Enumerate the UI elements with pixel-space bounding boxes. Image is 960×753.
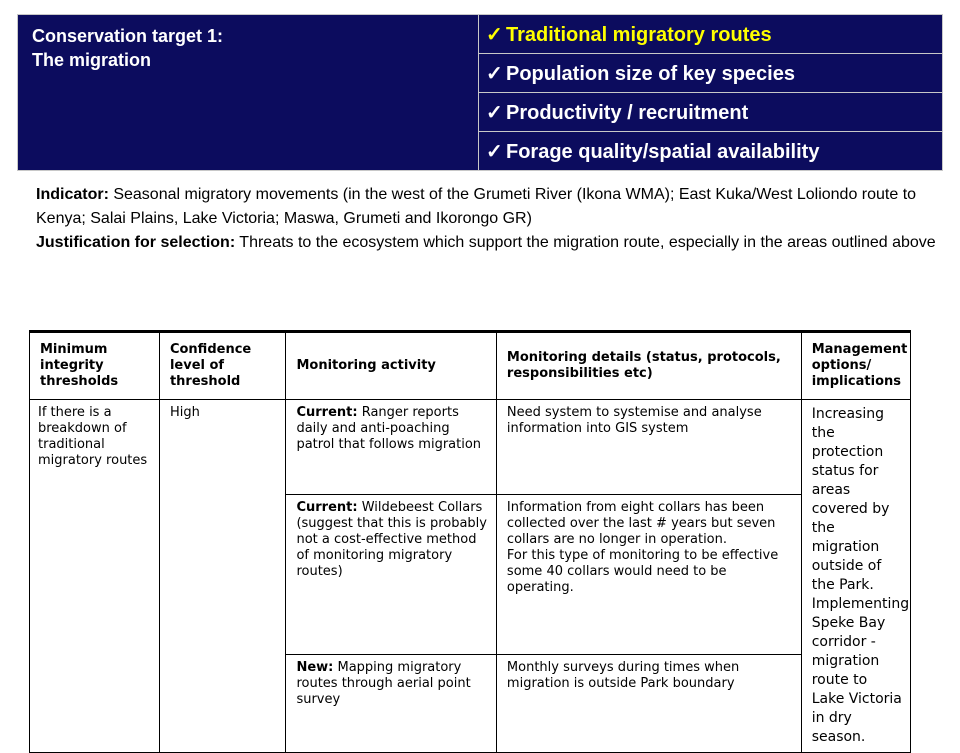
table-row bbox=[30, 400, 911, 495]
details-cell: Information from eight collars has been collected over the last # years but seven collars are no longer in operation. For this type of monitoring to be effective some 40 collars would need to be operating. bbox=[496, 495, 801, 655]
table-header-row bbox=[30, 332, 911, 400]
monitoring-table bbox=[29, 330, 911, 753]
criterion-label: Productivity / recruitment bbox=[506, 101, 749, 124]
details-cell: Monthly surveys during times when migration is outside Park boundary bbox=[496, 655, 801, 753]
header-details: Monitoring details (status, protocols, responsibilities etc) bbox=[496, 332, 801, 400]
justification-text: Threats to the ecosystem which support the migration route, especially in the areas outlined above bbox=[235, 234, 936, 251]
criterion-label: Traditional migratory routes bbox=[506, 23, 772, 46]
justification-paragraph bbox=[36, 231, 936, 255]
check-icon: ✓ bbox=[486, 101, 503, 124]
check-icon: ✓ bbox=[486, 140, 503, 163]
activity-label: New: bbox=[296, 660, 334, 676]
header-activity: Monitoring activity bbox=[286, 332, 496, 400]
conservation-target-cell bbox=[18, 15, 479, 171]
confidence-cell: High bbox=[159, 400, 286, 753]
criterion-forage-quality bbox=[479, 132, 943, 171]
activity-cell bbox=[286, 495, 496, 655]
header-management: Management options/ implications bbox=[801, 332, 910, 400]
conservation-target-table bbox=[17, 14, 943, 171]
indicator-text: Seasonal migratory movements (in the west of the Grumeti River (Ikona WMA); East Kuka/West Loliondo route to Kenya; Salai Plains, Lake Victoria; Maswa, Grumeti and Ikorongo GR) bbox=[36, 186, 917, 227]
threshold-cell: If there is a breakdown of traditional migratory routes bbox=[30, 400, 160, 753]
justification-label: Justification for selection: bbox=[36, 234, 236, 251]
indicator-paragraph bbox=[36, 183, 936, 231]
criterion-population-size bbox=[479, 54, 943, 93]
activity-label: Current: bbox=[296, 405, 358, 420]
details-cell: Need system to systemise and analyse information into GIS system bbox=[496, 400, 801, 495]
indicator-label: Indicator: bbox=[36, 186, 109, 203]
management-cell: Increasing the protection status for areas covered by the migration outside of the Park. Implementing Speke Bay corridor - migration route to Lake Victoria in dry season. bbox=[801, 400, 910, 753]
check-icon: ✓ bbox=[486, 23, 503, 46]
check-icon: ✓ bbox=[486, 62, 503, 85]
criterion-productivity bbox=[479, 93, 943, 132]
activity-cell bbox=[286, 655, 496, 753]
target-title-line2: The migration bbox=[32, 50, 152, 70]
criterion-traditional-routes bbox=[479, 15, 943, 54]
activity-cell bbox=[286, 400, 496, 495]
criterion-label: Forage quality/spatial availability bbox=[506, 140, 820, 163]
criterion-label: Population size of key species bbox=[506, 62, 795, 85]
activity-text: Ranger reports daily and anti-poaching patrol that follows migration bbox=[296, 405, 482, 452]
indicator-justification-block bbox=[36, 183, 936, 255]
target-title-line1: Conservation target 1: bbox=[32, 26, 224, 46]
header-thresholds: Minimum integrity thresholds bbox=[30, 332, 160, 400]
activity-text: Mapping migratory routes through aerial point survey bbox=[296, 660, 471, 708]
activity-label: Current: bbox=[296, 500, 358, 516]
activity-text: Wildebeest Collars (suggest that this is probably not a cost-effective method of monitoring migratory routes) bbox=[296, 500, 487, 580]
header-confidence: Confidence level of threshold bbox=[159, 332, 286, 400]
